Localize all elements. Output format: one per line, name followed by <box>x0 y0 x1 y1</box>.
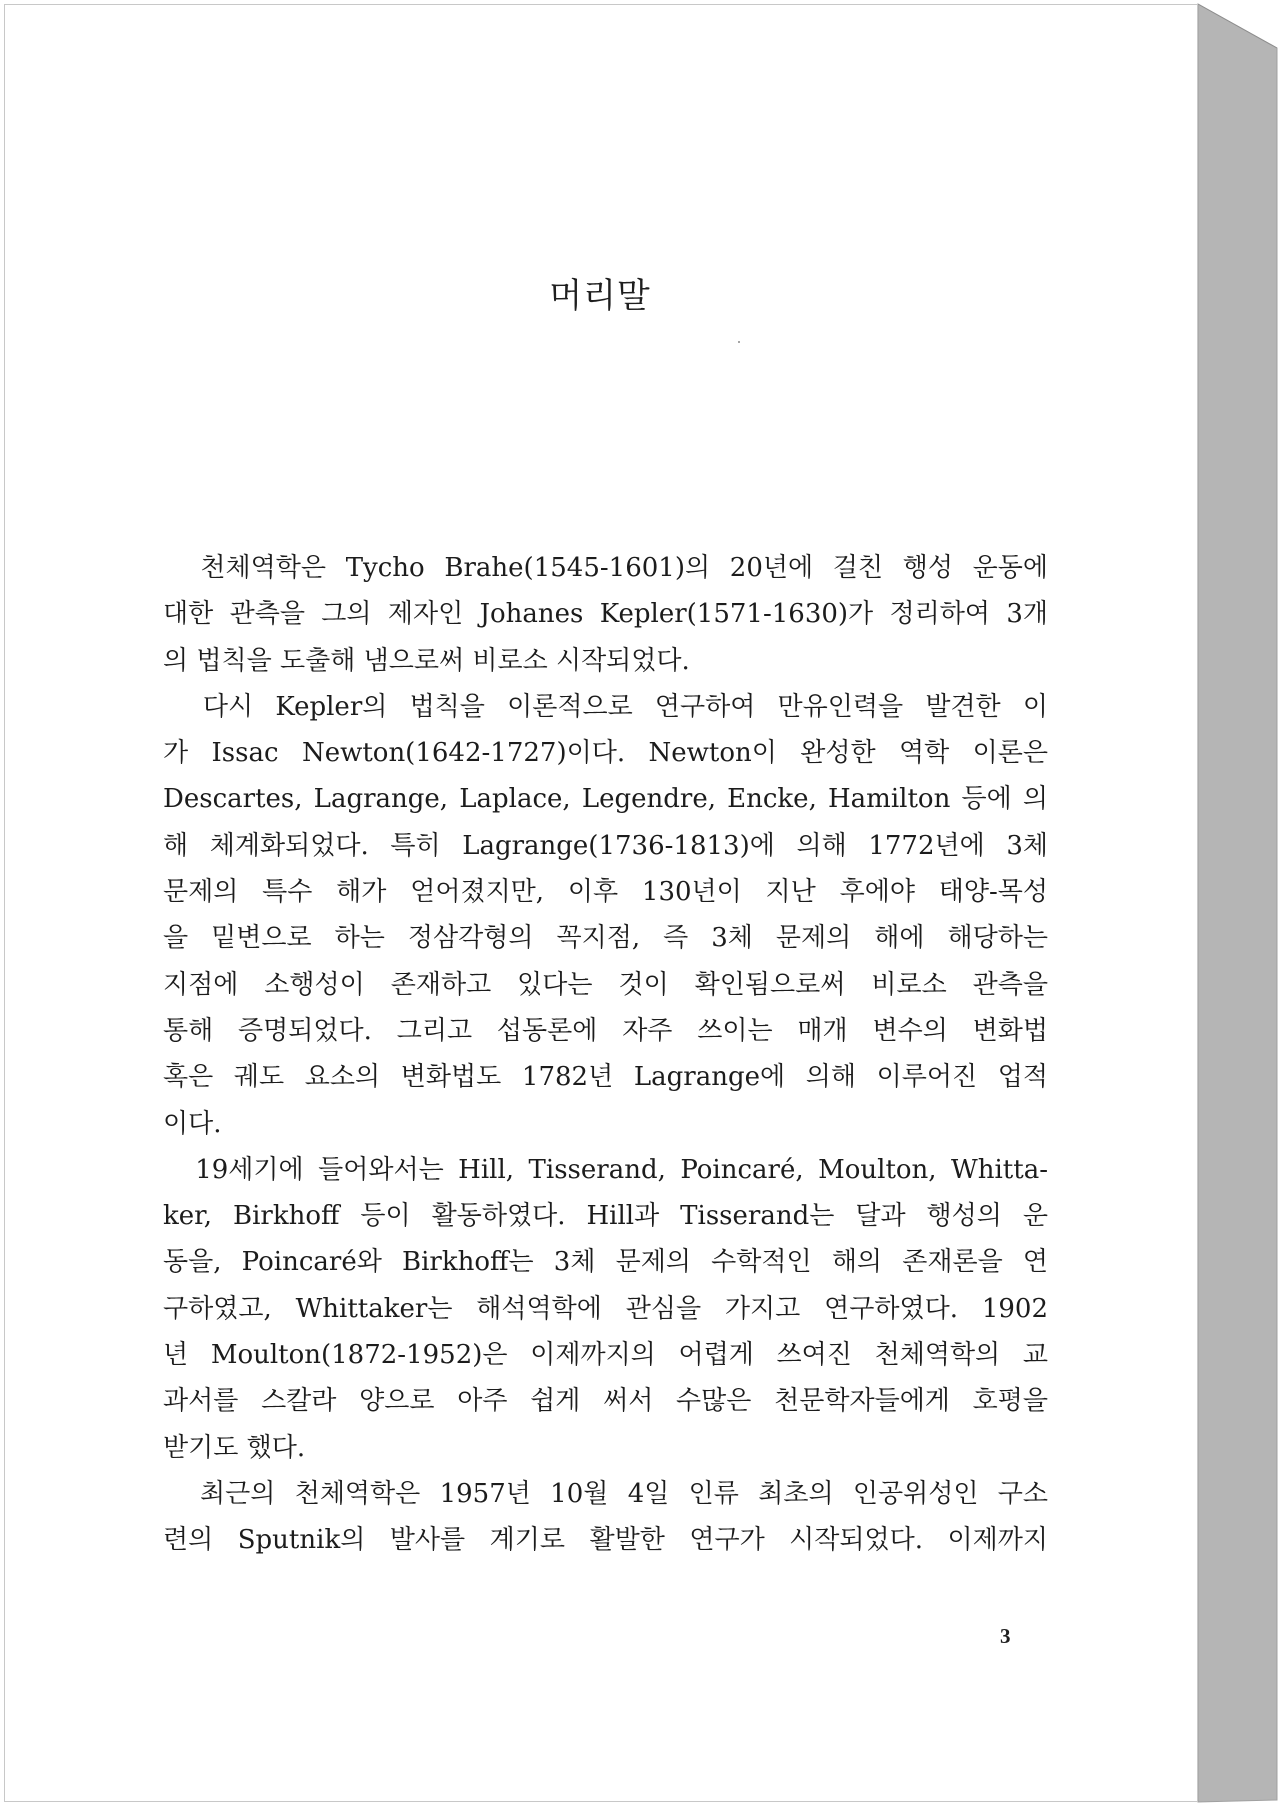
text-line: 해 체계화되었다. 특히 Lagrange(1736-1813)에 의해 1772년에 3체 <box>163 830 1048 861</box>
text-line: 최근의 천체역학은 1957년 10월 4일 인류 최초의 인공위성인 구소 <box>163 1478 1048 1509</box>
body-text <box>163 545 1048 1564</box>
text-line: 받기도 했다. <box>163 1432 306 1463</box>
text-line: 을 밑변으로 하는 정삼각형의 꼭지점, 즉 3체 문제의 해에 해당하는 <box>163 923 1048 954</box>
text-line: 통해 증명되었다. 그리고 섭동론에 자주 쓰이는 매개 변수의 변화법 <box>163 1015 1048 1046</box>
text-line: 가 Issac Newton(1642-1727)이다. Newton이 완성한 역학 이론은 <box>163 738 1048 769</box>
text-line: Descartes, Lagrange, Laplace, Legendre, Encke, Hamilton 등에 의 <box>163 784 1048 815</box>
text-line: 문제의 특수 해가 얻어졌지만, 이후 130년이 지난 후에야 태양-목성 <box>163 877 1048 908</box>
text-line: 대한 관측을 그의 제자인 Johanes Kepler(1571-1630)가 정리하여 3개 <box>163 599 1048 630</box>
page-number: 3 <box>1000 1624 1011 1648</box>
text-line: 동을, Poincaré와 Birkhoff는 3체 문제의 수학적인 해의 존재론을 연 <box>163 1247 1048 1278</box>
page-heading: 머리말 <box>549 276 651 316</box>
text-line: 의 법칙을 도출해 냄으로써 비로소 시작되었다. <box>163 645 690 676</box>
text-line: 지점에 소행성이 존재하고 있다는 것이 확인됨으로써 비로소 관측을 <box>163 969 1048 1000</box>
text-line: 다시 Kepler의 법칙을 이론적으로 연구하여 만유인력을 발견한 이 <box>163 691 1048 722</box>
stray-mark <box>738 341 740 343</box>
text-line: 19세기에 들어와서는 Hill, Tisserand, Poincaré, Moulton, Whitta- <box>163 1154 1048 1185</box>
text-line: 이다. <box>163 1108 222 1139</box>
text-line: 과서를 스칼라 양으로 아주 쉽게 써서 수많은 천문학자들에게 호평을 <box>163 1386 1048 1417</box>
text-line: 년 Moulton(1872-1952)은 이제까지의 어렵게 쓰여진 천체역학의 교 <box>163 1340 1048 1371</box>
text-line: 천체역학은 Tycho Brahe(1545-1601)의 20년에 걸친 행성 운동에 <box>163 553 1048 583</box>
text-line: 혹은 궤도 요소의 변화법도 1782년 Lagrange에 의해 이루어진 업적 <box>163 1062 1048 1093</box>
text-line: ker, Birkhoff 등이 활동하였다. Hill과 Tisserand는 달과 행성의 운 <box>163 1201 1048 1232</box>
text-line: 련의 Sputnik의 발사를 계기로 활발한 연구가 시작되었다. 이제까지 <box>163 1525 1048 1556</box>
text-line: 구하였고, Whittaker는 해석역학에 관심을 가지고 연구하였다. 1902 <box>163 1293 1048 1324</box>
